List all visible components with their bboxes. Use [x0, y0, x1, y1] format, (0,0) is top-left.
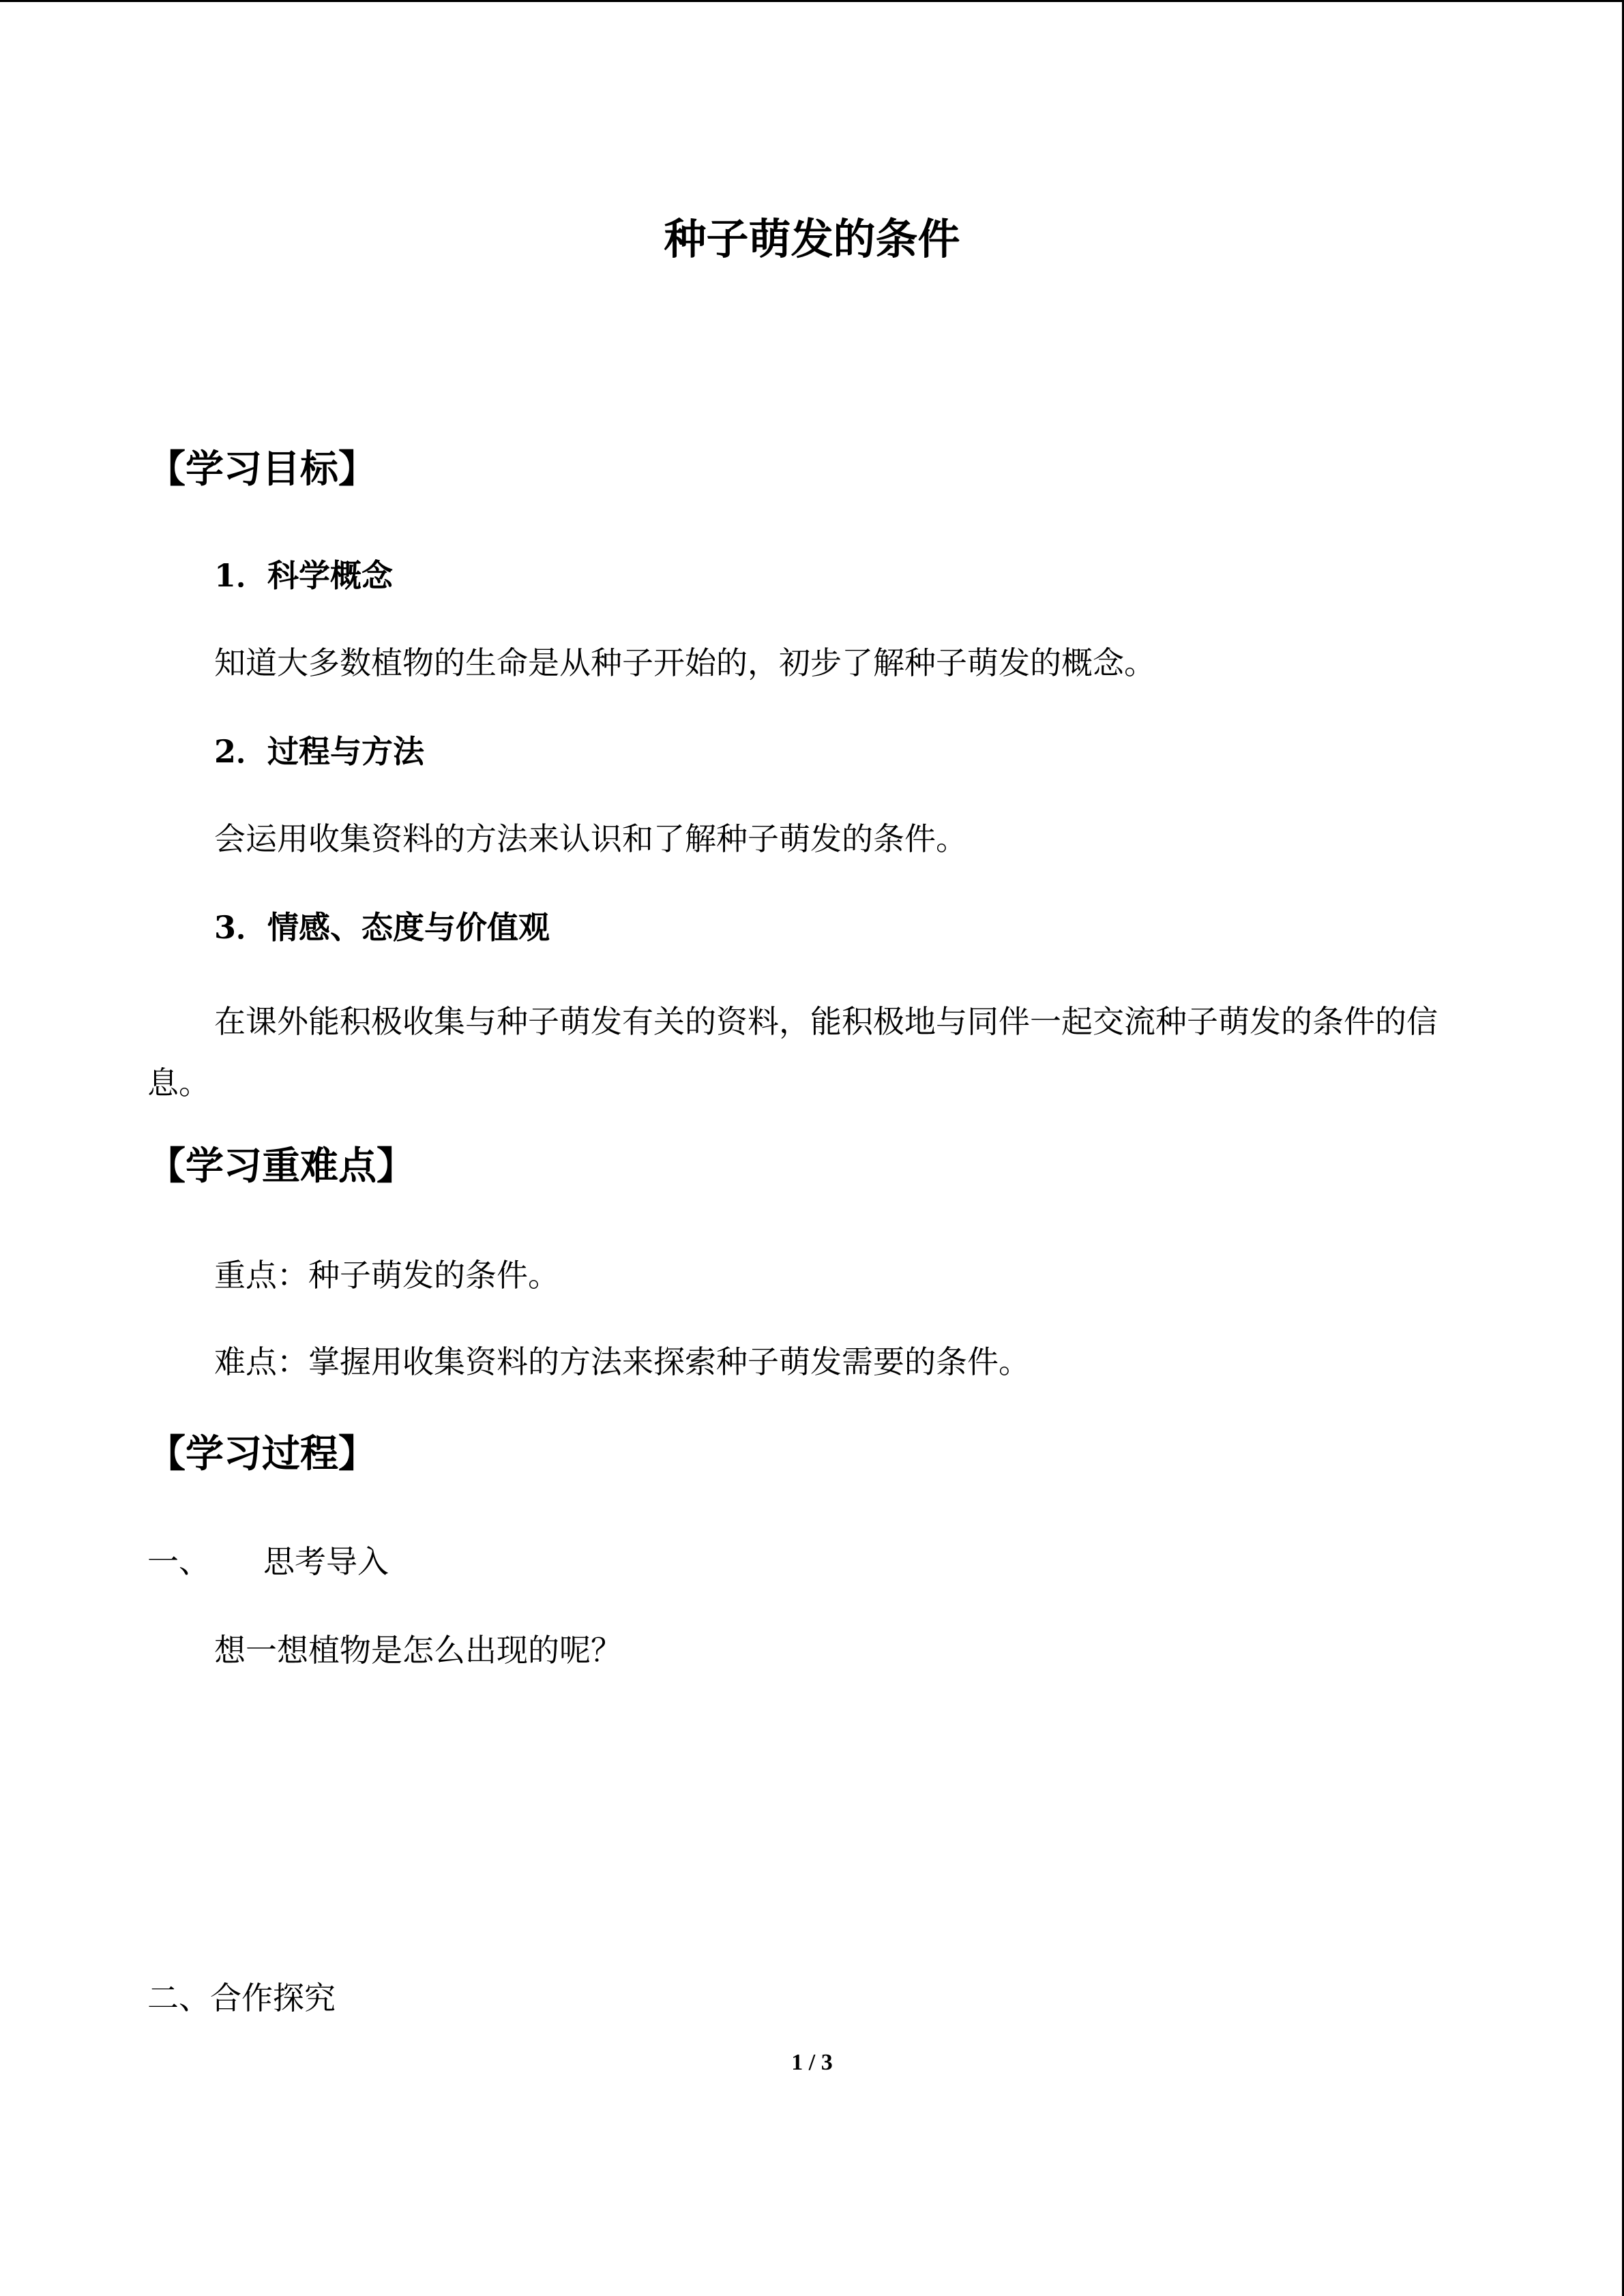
objective-1-text: 知道大多数植物的生命是从种子开始的，初步了解种子萌发的概念。	[214, 644, 1155, 681]
step-1	[147, 1540, 389, 1583]
objective-3-text: 在课外能积极收集与种子萌发有关的资料，能积极地与同伴一起交流种子萌发的条件的信息。	[147, 1003, 1438, 1101]
process-heading: 【学习过程】	[147, 1431, 377, 1476]
key-points-heading: 【学习重难点】	[147, 1144, 415, 1189]
objective-1-heading: 1．科学概念	[214, 557, 394, 594]
page-border-top	[0, 0, 1624, 2]
page-number: 1 / 3	[791, 2050, 833, 2075]
objective-2-heading: 2．过程与方法	[214, 733, 425, 770]
objectives-heading: 【学习目标】	[147, 447, 377, 492]
step-1-label: 思考导入	[263, 1543, 389, 1580]
objective-2-text: 会运用收集资料的方法来认识和了解种子萌发的条件。	[214, 820, 967, 857]
step-1-question: 想一想植物是怎么出现的呢？	[214, 1632, 622, 1669]
step-2-label: 二、合作探究	[147, 1980, 336, 2016]
objective-3-heading: 3．情感、态度与价值观	[214, 909, 550, 946]
difficulty-text: 难点：掌握用收集资料的方法来探索种子萌发需要的条件。	[214, 1343, 1030, 1380]
key-point-text: 重点：种子萌发的条件。	[214, 1257, 559, 1294]
document-title: 种子萌发的条件	[664, 214, 960, 264]
step-1-marker: 一、	[147, 1543, 210, 1580]
